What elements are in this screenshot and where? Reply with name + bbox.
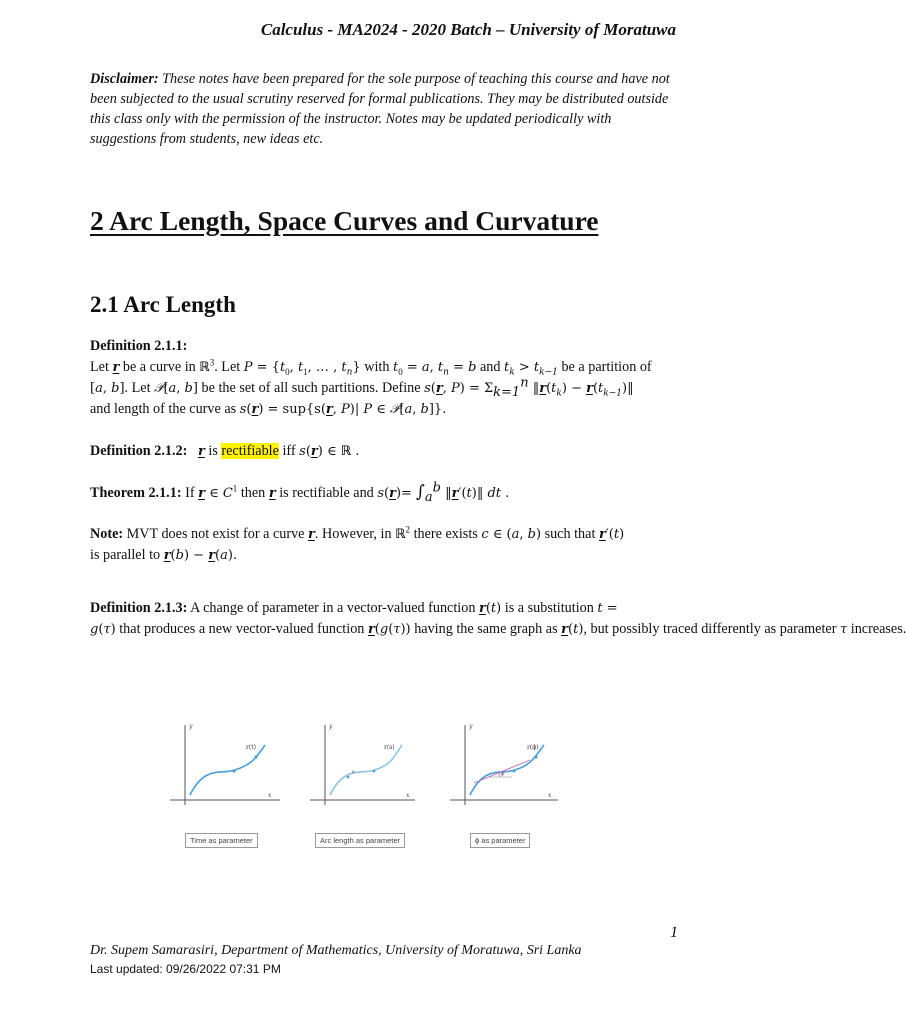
text: is a substitution [501, 600, 598, 616]
definition-label: Definition 2.1.3: [90, 600, 188, 616]
text: and [476, 359, 505, 375]
text: is rectifiable and [275, 485, 378, 501]
page-number: 1 [670, 924, 678, 941]
axis-y-label: y [469, 723, 473, 730]
highlighted-term: rectifiable [221, 443, 279, 459]
text: be a curve in [119, 359, 200, 375]
text: there exists [410, 526, 482, 542]
chapter-title: 2 Arc Length, Space Curves and Curvature [90, 205, 599, 236]
text: be the set of all such partitions. Define [197, 380, 425, 396]
caption-time: Time as parameter [185, 833, 258, 848]
text: Let [90, 359, 113, 375]
text: increases. [847, 621, 906, 637]
text: such that [541, 526, 599, 542]
disclaimer [90, 69, 670, 149]
text: A change of parameter in a vector-valued function [187, 600, 479, 616]
axis-x-label: x [406, 792, 410, 799]
curve-label: r(s) [384, 744, 395, 751]
last-updated: Last updated: 09/26/2022 07:31 PM [90, 962, 281, 976]
text: is [204, 443, 222, 459]
note-label: Note: [90, 526, 124, 542]
axis-x-label: x [548, 792, 552, 799]
text: with [360, 359, 393, 375]
disclaimer-label: Disclaimer: [90, 71, 159, 87]
point-label: ϕ [501, 771, 505, 777]
definition-label: Definition 2.1.2: [90, 443, 188, 459]
text: that produces a new vector-valued function [115, 621, 368, 637]
text: , but possibly traced differently as parameter [583, 621, 840, 637]
running-header: Calculus - MA2024 - 2020 Batch – University of Moratuwa [260, 20, 676, 39]
text: iff [278, 443, 300, 459]
caption-arc-length: Arc length as parameter [315, 833, 405, 848]
panel-time-parameter [160, 715, 300, 815]
theorem-label: Theorem 2.1.1: [90, 485, 182, 501]
text: . Let [124, 380, 155, 396]
section-title: 2.1 Arc Length [90, 292, 236, 317]
definition-2-1-3: Definition 2.1.3: A change of parameter in a vector-valued function r(t) is a substitution t = g(τ) that produces a new vector-valued function r(g(τ)) having the same graph as r(t), but possibly traced differently as parameter τ increases. [90, 600, 906, 637]
disclaimer-text: These notes have been prepared for the sole purpose of teaching this course and have not been subjected to the usual scrutiny reserved for formal publications. They may be distributed outside this class only with the permission of the instructor. Notes may be updated periodically with suggestions from students, new ideas etc. [90, 71, 670, 147]
curve-label: r(ϕ) [527, 744, 539, 751]
text: MVT does not exist for a curve [123, 526, 309, 542]
caption-phi: ϕ as parameter [470, 833, 530, 848]
text: . However, in [314, 526, 396, 542]
definition-label: Definition 2.1.1: [90, 338, 188, 354]
definition-2-1-1: Definition 2.1.1: Let r be a curve in ℝ$^3$. Let $P = \{t_0$, $t_1$, … , $t_n$} with $t_0 = a$, $t_n = b$ and $t_k > t_{k-1}$ be a partition of [a, b]. Let 𝒫[a, b] be the set of all such partitions. Define s(r, $P) = \Sigma_{k=1}^n$ $‖r(t_k)$ − $r(t_{k-1})‖$ and length of the curve as s(r) = sup{s(r, P)| P ∈ 𝒫[a, b]}. [90, 338, 652, 417]
text: is parallel to [90, 547, 164, 563]
text: be a partition of [557, 359, 652, 375]
text: then [237, 485, 269, 501]
text: If [181, 485, 199, 501]
text: . Let [214, 359, 244, 375]
axis-y-label: y [189, 723, 193, 730]
text: and length of the curve as [90, 401, 240, 417]
parametrization-figure [160, 715, 600, 860]
axis-y-label: y [329, 723, 333, 730]
axis-x-label: x [268, 792, 272, 799]
footer-author: Dr. Supem Samarasiri, Department of Mathematics, University of Moratuwa, Sri Lanka [90, 943, 582, 958]
point-label: s [352, 769, 355, 775]
panel-phi-parameter [440, 715, 580, 815]
note: Note: MVT does not exist for a curve r. However, in ℝ$^2$ there exists c ∈ (a, b) such that r′(t) is parallel to r(b) − r(a). [90, 524, 625, 563]
panel-arc-length-parameter [300, 715, 440, 815]
theorem-2-1-1: Theorem 2.1.1: If r ∈ $C^1$ then r is rectifiable and $s(r)= \int_a^b$ ‖r′(t)‖ dt . [90, 480, 510, 505]
definition-2-1-2: Definition 2.1.2: r is rectifiable iff s(r) ∈ ℝ . [90, 443, 360, 459]
curve-label: r(t) [246, 744, 256, 751]
text: having the same graph as [410, 621, 562, 637]
